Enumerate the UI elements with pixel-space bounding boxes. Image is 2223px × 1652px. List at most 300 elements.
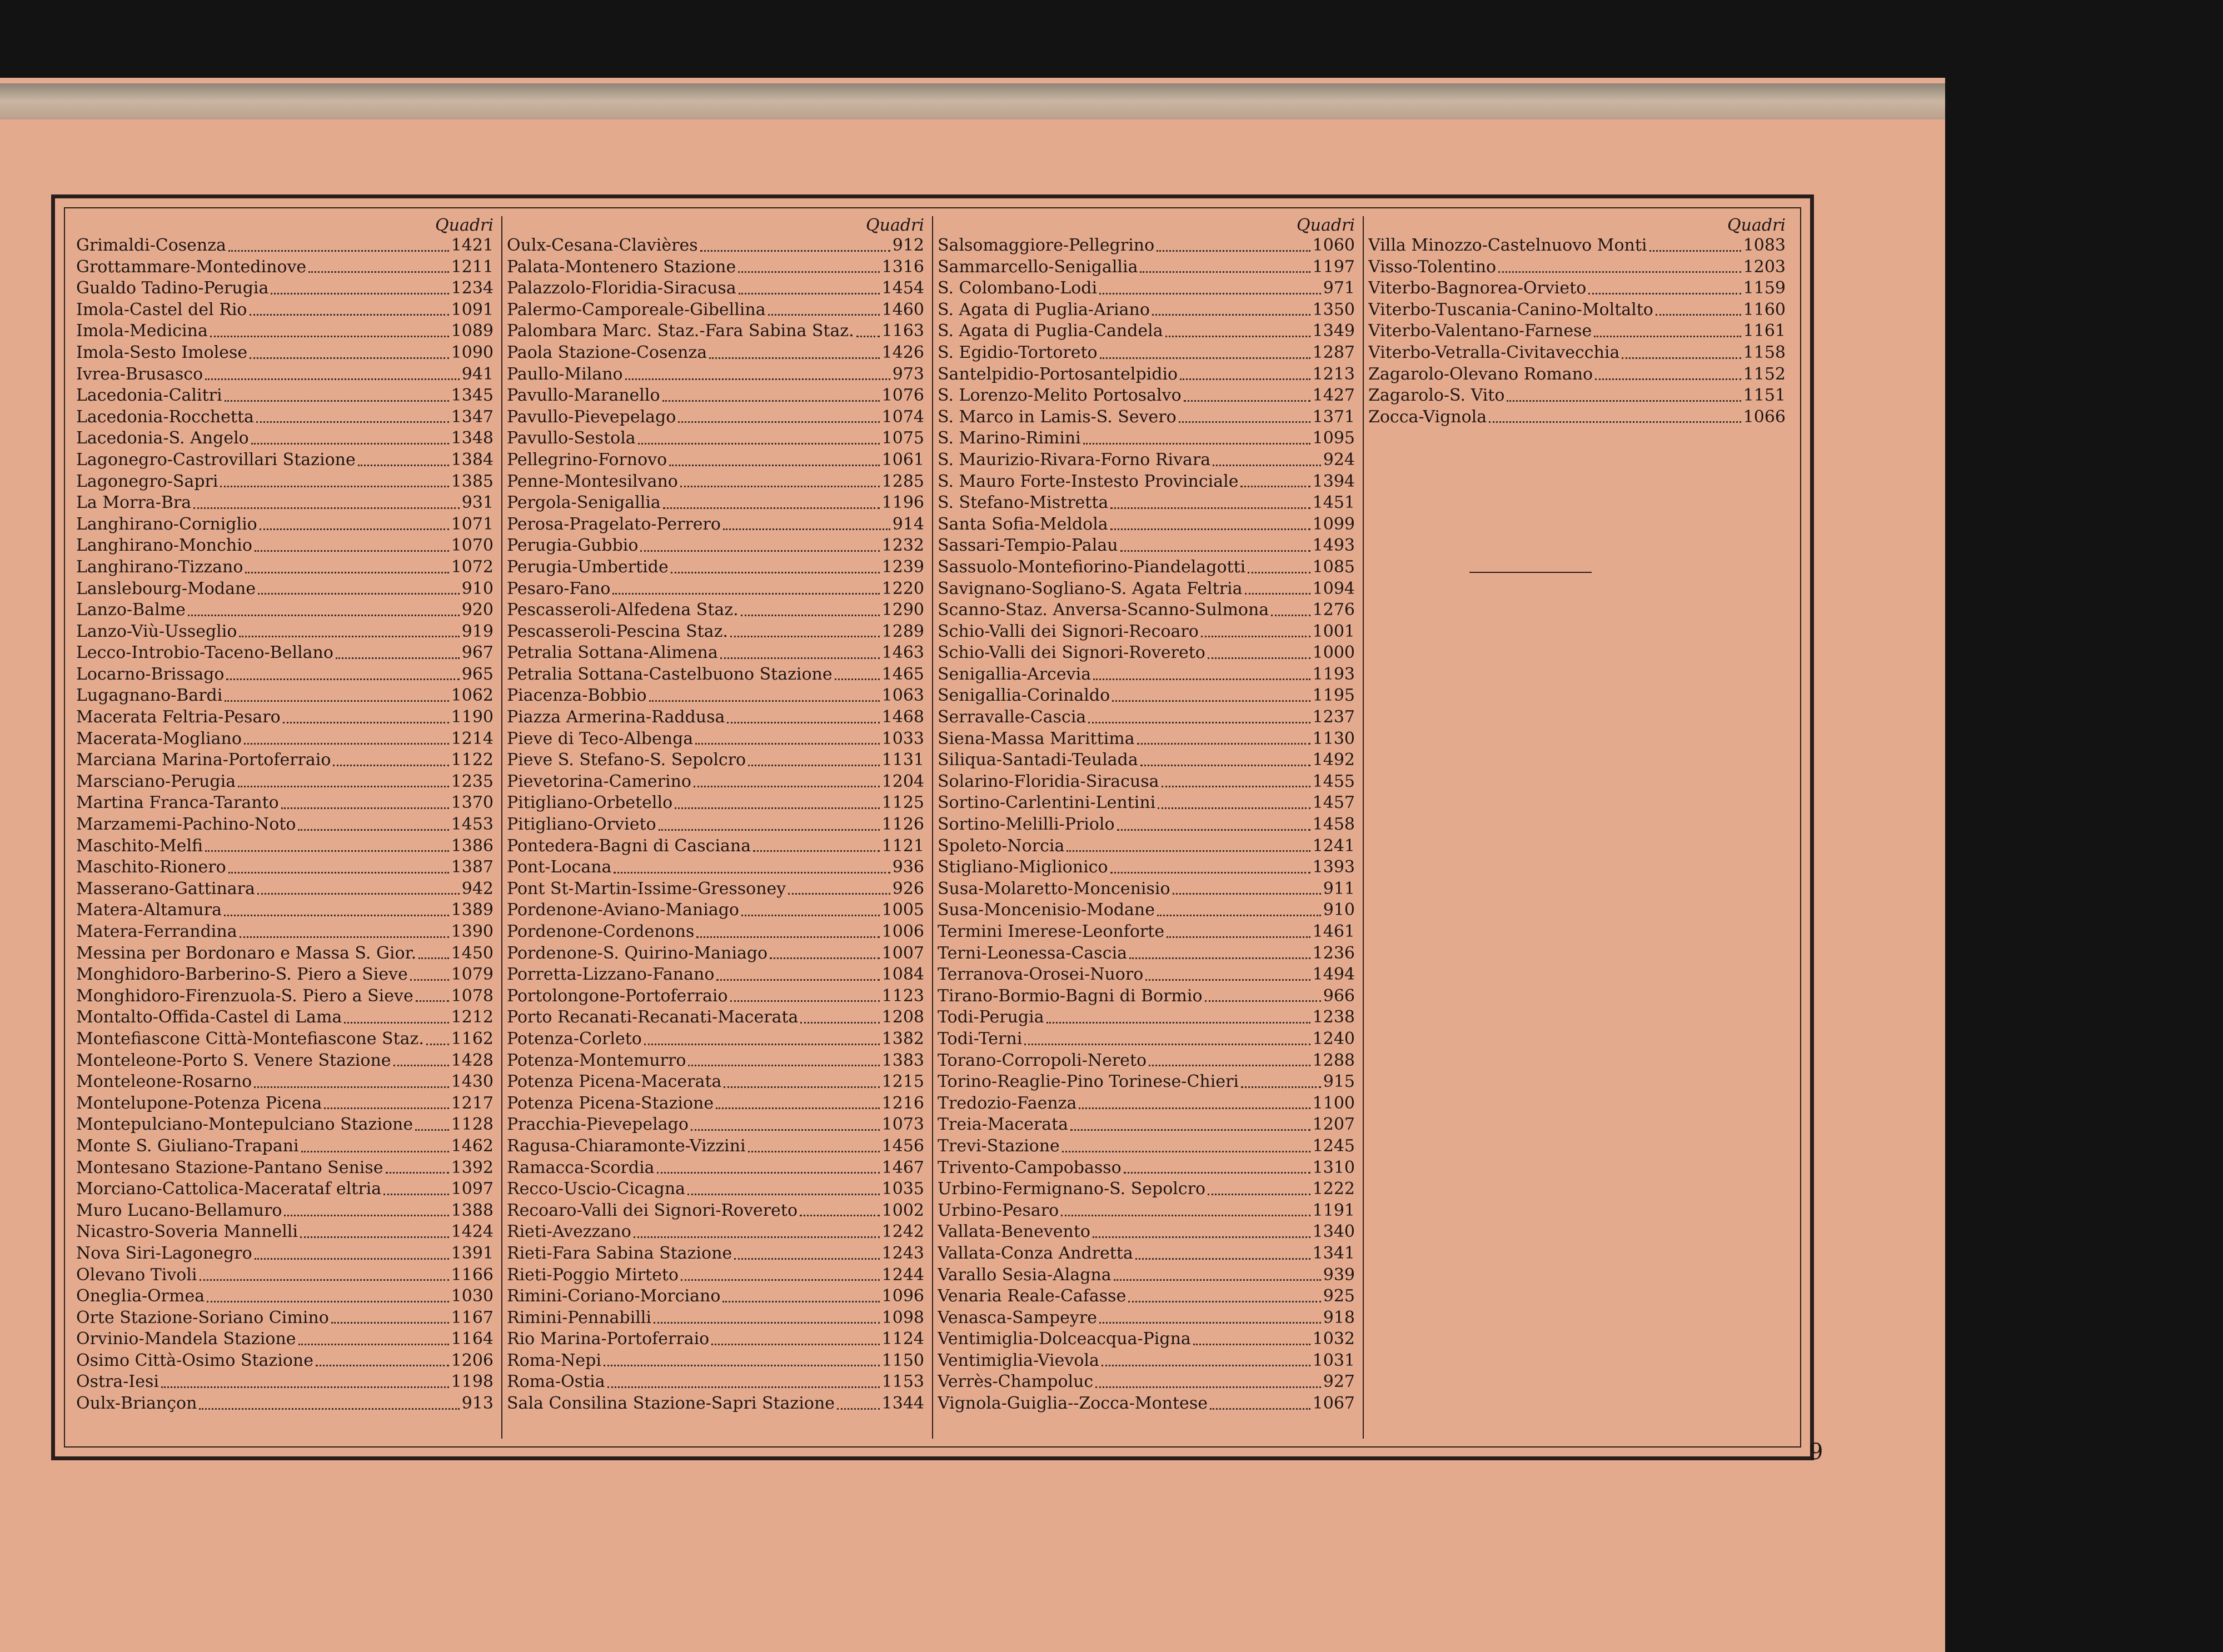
index-entry: [76, 921, 497, 943]
table-number: 1032: [1312, 1329, 1355, 1349]
index-entry: [76, 257, 497, 278]
table-number: 1096: [881, 1286, 924, 1306]
column-header: Quadri: [866, 216, 924, 235]
leader-dots: [238, 786, 449, 787]
index-entry: [507, 235, 928, 257]
route-name: Viterbo-Bagnorea-Orvieto: [1368, 278, 1587, 298]
index-entry: [938, 986, 1358, 1007]
table-number: 1350: [1312, 300, 1355, 320]
route-name: Locarno-Brissago: [76, 664, 225, 684]
index-entry: [507, 1007, 928, 1029]
index-entry: [938, 879, 1358, 900]
leader-dots: [1205, 1000, 1321, 1002]
index-entry: [938, 1157, 1358, 1179]
route-name: Oneglia-Ormea: [76, 1286, 205, 1306]
table-number: 1386: [451, 836, 494, 856]
leader-dots: [625, 378, 890, 380]
table-number: 1160: [1743, 300, 1786, 320]
index-entry: [938, 407, 1358, 428]
table-number: 1213: [1312, 364, 1355, 384]
index-entry: [1368, 235, 1789, 257]
leader-dots: [700, 250, 890, 252]
route-name: Monteleone-Porto S. Venere Stazione: [76, 1050, 391, 1070]
route-name: Montesano Stazione-Pantano Senise: [76, 1157, 383, 1177]
route-name: Ostra-Iesi: [76, 1372, 160, 1392]
route-name: Susa-Molaretto-Moncenisio: [938, 879, 1170, 899]
route-name: Lecco-Introbio-Taceno-Bellano: [76, 643, 333, 663]
index-entry: [938, 664, 1358, 686]
table-number: 1002: [881, 1200, 924, 1220]
index-entry: [507, 407, 928, 428]
index-entry: [1368, 257, 1789, 278]
leader-dots: [298, 1344, 449, 1345]
table-number: 1001: [1312, 621, 1355, 641]
route-name: Orte Stazione-Soriano Cimino: [76, 1307, 329, 1327]
route-name: Marciana Marina-Portoferraio: [76, 750, 331, 770]
route-name: Solarino-Floridia-Siracusa: [938, 771, 1159, 791]
leader-dots: [161, 1386, 449, 1388]
index-entry: [76, 685, 497, 707]
route-name: Stigliano-Miglionico: [938, 857, 1108, 877]
leader-dots: [663, 507, 880, 509]
index-entry: [507, 1307, 928, 1329]
leader-dots: [681, 1279, 880, 1281]
table-number: 918: [1323, 1307, 1355, 1327]
table-number: 1456: [881, 1136, 924, 1156]
table-number: 1060: [1312, 236, 1355, 255]
index-entry: [507, 1286, 928, 1307]
index-entry: [938, 257, 1358, 278]
route-name: Pordenone-Cordenons: [507, 922, 695, 941]
page-edge: [0, 83, 1945, 122]
leader-dots: [239, 636, 459, 637]
table-number: 1035: [881, 1179, 924, 1199]
route-name: Urbino-Fermignano-S. Sepolcro: [938, 1179, 1206, 1199]
leader-dots: [741, 915, 880, 916]
table-number: 1089: [451, 321, 494, 341]
table-number: 919: [461, 621, 494, 641]
table-number: 927: [1323, 1372, 1355, 1392]
route-name: Pievetorina-Camerino: [507, 771, 691, 791]
route-name: Palermo-Camporeale-Gibellina: [507, 300, 766, 320]
table-number: 1426: [881, 342, 924, 362]
leader-dots: [316, 1365, 449, 1366]
index-entry: [507, 728, 928, 750]
route-name: Langhirano-Monchio: [76, 536, 252, 556]
table-number: 1121: [881, 836, 924, 856]
leader-dots: [308, 271, 448, 273]
index-entry: [76, 600, 497, 621]
leader-dots: [255, 550, 449, 552]
index-entry: [938, 321, 1358, 342]
index-entry: [507, 514, 928, 536]
leader-dots: [283, 722, 449, 723]
table-number: 1070: [451, 536, 494, 556]
route-name: Pescasseroli-Alfedena Staz.: [507, 600, 739, 620]
index-entry: [76, 857, 497, 879]
route-name: Oulx-Briançon: [76, 1394, 197, 1414]
table-number: 1345: [451, 386, 494, 406]
route-name: Recoaro-Valli dei Signori-Rovereto: [507, 1200, 798, 1220]
table-number: 1098: [881, 1307, 924, 1327]
index-entry: [938, 1050, 1358, 1072]
leader-dots: [255, 1258, 449, 1260]
leader-dots: [386, 1172, 449, 1174]
route-name: Pellegrino-Fornovo: [507, 450, 667, 470]
index-entry: [76, 900, 497, 921]
route-name: Terni-Leonessa-Cascia: [938, 943, 1127, 963]
leader-dots: [659, 829, 880, 831]
index-entry: [1368, 385, 1789, 407]
route-name: Sortino-Melilli-Priolo: [938, 815, 1115, 835]
route-name: Scanno-Staz. Anversa-Scanno-Sulmona: [938, 600, 1269, 620]
index-entry: [76, 986, 497, 1007]
index-entry: [1368, 407, 1789, 428]
route-name: Varallo Sesia-Alagna: [938, 1265, 1112, 1285]
table-number: 1461: [1312, 922, 1355, 941]
table-number: 1428: [451, 1050, 494, 1070]
leader-dots: [1157, 250, 1310, 252]
column-header: Quadri: [1297, 216, 1355, 235]
table-number: 1075: [881, 428, 924, 448]
index-entry: [507, 1243, 928, 1265]
table-number: 1203: [1743, 257, 1786, 277]
route-name: Terranova-Orosei-Nuoro: [938, 965, 1144, 985]
route-name: Paullo-Milano: [507, 364, 623, 384]
leader-dots: [220, 486, 448, 487]
table-number: 1430: [451, 1072, 494, 1092]
index-column-3: [932, 216, 1363, 1439]
leader-dots: [604, 1365, 880, 1366]
index-entry: [938, 235, 1358, 257]
leader-dots: [1245, 593, 1310, 595]
leader-dots: [730, 636, 880, 637]
index-entry: [938, 1221, 1358, 1243]
route-name: S. Marino-Rimini: [938, 428, 1081, 448]
leader-dots: [250, 357, 448, 359]
table-number: 1243: [881, 1243, 924, 1263]
leader-dots: [271, 293, 448, 295]
index-entry: [507, 578, 928, 600]
route-name: S. Maurizio-Rivara-Forno Rivara: [938, 450, 1211, 470]
leader-dots: [671, 572, 880, 573]
leader-dots: [1184, 400, 1310, 402]
leader-dots: [741, 615, 880, 616]
leader-dots: [416, 1000, 449, 1002]
table-number: 924: [1323, 450, 1355, 470]
route-name: La Morra-Bra: [76, 493, 192, 513]
index-entry: [938, 1307, 1358, 1329]
route-name: Messina per Bordonaro e Massa S. Gior.: [76, 943, 417, 963]
table-number: 1217: [451, 1093, 494, 1113]
table-number: 1153: [881, 1372, 924, 1392]
table-number: 1236: [1312, 943, 1355, 963]
route-name: Visso-Tolentino: [1368, 257, 1497, 277]
index-entry: [507, 600, 928, 621]
leader-dots: [720, 657, 880, 659]
route-name: Zagarolo-S. Vito: [1368, 386, 1505, 406]
index-entry: [76, 1179, 497, 1200]
table-number: 1066: [1743, 407, 1786, 427]
route-name: Petralia Sottana-Castelbuono Stazione: [507, 664, 833, 684]
index-entry: [76, 642, 497, 664]
index-entry: [507, 1093, 928, 1115]
route-name: Trivento-Campobasso: [938, 1157, 1122, 1177]
index-entry: [507, 1071, 928, 1093]
route-name: Todi-Terni: [938, 1029, 1023, 1049]
table-number: 1124: [881, 1329, 924, 1349]
index-entry: [938, 900, 1358, 921]
index-entry: [76, 407, 497, 428]
leader-dots: [1110, 872, 1310, 874]
table-number: 1206: [451, 1350, 494, 1370]
leader-dots: [1110, 528, 1310, 530]
route-name: Viterbo-Vetralla-Civitavecchia: [1368, 342, 1620, 362]
table-number: 1190: [451, 707, 494, 727]
leader-dots: [251, 443, 449, 445]
index-entry: [76, 836, 497, 857]
leader-dots: [1088, 722, 1310, 723]
route-name: Monghidoro-Barberino-S. Piero a Sieve: [76, 965, 408, 985]
leader-dots: [1117, 829, 1310, 831]
route-name: Olevano Tivoli: [76, 1265, 197, 1285]
index-entry: [76, 514, 497, 536]
table-number: 1244: [881, 1265, 924, 1285]
leader-dots: [1062, 1151, 1310, 1152]
index-entry: [507, 1371, 928, 1393]
leader-dots: [324, 1107, 448, 1109]
route-name: Termini Imerese-Leonforte: [938, 922, 1165, 941]
table-number: 1090: [451, 342, 494, 362]
table-number: 1031: [1312, 1350, 1355, 1370]
index-entry: [507, 685, 928, 707]
leader-dots: [662, 400, 880, 402]
route-name: Pesaro-Fano: [507, 578, 611, 598]
index-entry: [1368, 364, 1789, 386]
index-entry: [76, 1050, 497, 1072]
leader-dots: [281, 807, 449, 809]
leader-dots: [257, 893, 460, 895]
index-entry: [76, 492, 497, 514]
route-name: Viterbo-Valentano-Farnese: [1368, 321, 1592, 341]
route-name: Siena-Massa Marittima: [938, 728, 1135, 748]
leader-dots: [260, 528, 449, 530]
leader-dots: [205, 850, 449, 852]
leader-dots: [258, 593, 460, 595]
leader-dots: [644, 1044, 880, 1045]
table-number: 1460: [881, 300, 924, 320]
table-number: 1100: [1312, 1093, 1355, 1113]
leader-dots: [1070, 1129, 1310, 1131]
leader-dots: [393, 1065, 449, 1066]
table-number: 1241: [1312, 836, 1355, 856]
table-number: 1237: [1312, 707, 1355, 727]
table-number: 1234: [451, 278, 494, 298]
table-number: 1245: [1312, 1136, 1355, 1156]
route-name: Matera-Ferrandina: [76, 922, 237, 941]
index-entry: [76, 535, 497, 557]
index-entry: [938, 642, 1358, 664]
table-number: 1162: [451, 1029, 494, 1049]
index-entry: [507, 1393, 928, 1415]
route-name: Torano-Corropoli-Nereto: [938, 1050, 1147, 1070]
route-name: Pontedera-Bagni di Casciana: [507, 836, 751, 856]
table-number: 1427: [1312, 386, 1355, 406]
table-number: 1204: [881, 771, 924, 791]
index-entry: [507, 707, 928, 728]
table-number: 1152: [1743, 364, 1786, 384]
table-number: 1166: [451, 1265, 494, 1285]
route-name: Penne-Montesilvano: [507, 471, 678, 491]
index-entry: [76, 1265, 497, 1286]
route-name: Lanzo-Viù-Usseglio: [76, 621, 237, 641]
index-entry: [938, 1007, 1358, 1029]
index-entry: [938, 600, 1358, 621]
index-entry: [507, 814, 928, 836]
leader-dots: [696, 936, 879, 938]
route-name: Potenza Picena-Stazione: [507, 1093, 714, 1113]
route-name: Pavullo-Pievepelago: [507, 407, 676, 427]
index-entry: [938, 1114, 1358, 1136]
index-entry: [507, 1050, 928, 1072]
index-entry: [938, 450, 1358, 471]
route-name: S. Egidio-Tortoreto: [938, 342, 1098, 362]
table-number: 1159: [1743, 278, 1786, 298]
index-entry: [938, 385, 1358, 407]
table-number: 1067: [1312, 1394, 1355, 1414]
table-number: 910: [1323, 900, 1355, 920]
leader-dots: [716, 1107, 880, 1109]
leader-dots: [1158, 807, 1310, 809]
route-name: Rio Marina-Portoferraio: [507, 1329, 710, 1349]
route-name: Todi-Perugia: [938, 1007, 1044, 1027]
table-number: 1390: [451, 922, 494, 941]
index-entry: [76, 1071, 497, 1093]
table-number: 1393: [1312, 857, 1355, 877]
leader-dots: [199, 1408, 459, 1410]
index-entry: [938, 728, 1358, 750]
table-number: 1063: [881, 686, 924, 706]
table-number: 1000: [1312, 643, 1355, 663]
index-entry: [507, 385, 928, 407]
table-number: 1122: [451, 750, 494, 770]
index-entry: [76, 771, 497, 793]
index-entry: [507, 857, 928, 879]
leader-dots: [225, 700, 448, 702]
leader-dots: [331, 1322, 449, 1324]
route-name: Pavullo-Sestola: [507, 428, 636, 448]
route-name: Ventimiglia-Dolceacqua-Pigna: [938, 1329, 1191, 1349]
route-name: Lacedonia-Rocchetta: [76, 407, 254, 427]
leader-dots: [739, 293, 880, 295]
index-entry: [938, 814, 1358, 836]
leader-dots: [1083, 443, 1310, 445]
route-name: Montalto-Offida-Castel di Lama: [76, 1007, 342, 1027]
index-entry: [507, 342, 928, 364]
leader-dots: [301, 1151, 449, 1152]
route-name: Pont-Locana: [507, 857, 612, 877]
index-entry: [507, 278, 928, 300]
route-name: Sala Consilina Stazione-Sapri Stazione: [507, 1394, 835, 1414]
index-entry: [76, 578, 497, 600]
table-number: 920: [461, 600, 494, 620]
table-number: 1348: [451, 428, 494, 448]
table-number: 1276: [1312, 600, 1355, 620]
leader-dots: [657, 1172, 880, 1174]
leader-dots: [1137, 743, 1310, 745]
index-entry: [76, 364, 497, 386]
table-number: 1344: [881, 1394, 924, 1414]
table-number: 1288: [1312, 1050, 1355, 1070]
leader-dots: [638, 443, 880, 445]
route-name: Nova Siri-Lagonegro: [76, 1243, 252, 1263]
leader-dots: [1588, 293, 1741, 295]
leader-dots: [837, 1408, 880, 1410]
table-number: 942: [461, 879, 494, 899]
index-entry: [76, 300, 497, 321]
leader-dots: [1061, 1215, 1310, 1216]
index-entry: [507, 492, 928, 514]
table-number: 1078: [451, 986, 494, 1006]
leader-dots: [1507, 400, 1741, 402]
index-entry: [507, 664, 928, 686]
table-number: 1097: [451, 1179, 494, 1199]
leader-dots: [1120, 550, 1310, 552]
index-entry: [76, 1329, 497, 1350]
route-name: Langhirano-Tizzano: [76, 557, 243, 577]
leader-dots: [1179, 421, 1310, 423]
index-entry: [507, 1200, 928, 1222]
leader-dots: [207, 1301, 449, 1302]
route-name: Savignano-Sogliano-S. Agata Feltria: [938, 578, 1243, 598]
route-name: Osimo Città-Osimo Stazione: [76, 1350, 313, 1370]
leader-dots: [716, 979, 879, 981]
table-number: 931: [461, 493, 494, 513]
index-entry: [507, 321, 928, 342]
table-number: 1239: [881, 557, 924, 577]
index-entry: [76, 728, 497, 750]
index-entry: [76, 1007, 497, 1029]
index-column-1: [72, 216, 501, 1439]
index-entry: [938, 792, 1358, 814]
table-number: 1240: [1312, 1029, 1355, 1049]
route-name: Vallata-Conza Andretta: [938, 1243, 1133, 1263]
route-name: Pont St-Martin-Issime-Gressoney: [507, 879, 786, 899]
index-entry: [507, 771, 928, 793]
table-number: 1130: [1312, 728, 1355, 748]
leader-dots: [1140, 765, 1310, 766]
index-entry: [507, 900, 928, 921]
route-name: Pitigliano-Orbetello: [507, 793, 673, 813]
route-name: Tredozio-Faenza: [938, 1093, 1077, 1113]
leader-dots: [358, 465, 449, 466]
table-number: 1492: [1312, 750, 1355, 770]
leader-dots: [649, 700, 880, 702]
route-name: Pordenone-Aviano-Maniago: [507, 900, 739, 920]
leader-dots: [678, 421, 879, 423]
index-entry: [76, 342, 497, 364]
route-name: S. Agata di Puglia-Ariano: [938, 300, 1150, 320]
route-name: Maschito-Melfi: [76, 836, 203, 856]
leader-dots: [734, 1258, 879, 1260]
index-entry: [507, 557, 928, 578]
index-entry: [507, 1265, 928, 1286]
table-number: 1421: [451, 236, 494, 255]
index-entry: [76, 321, 497, 342]
index-entry: [507, 364, 928, 386]
route-name: Salsomaggiore-Pellegrino: [938, 236, 1155, 255]
leader-dots: [426, 1044, 449, 1045]
